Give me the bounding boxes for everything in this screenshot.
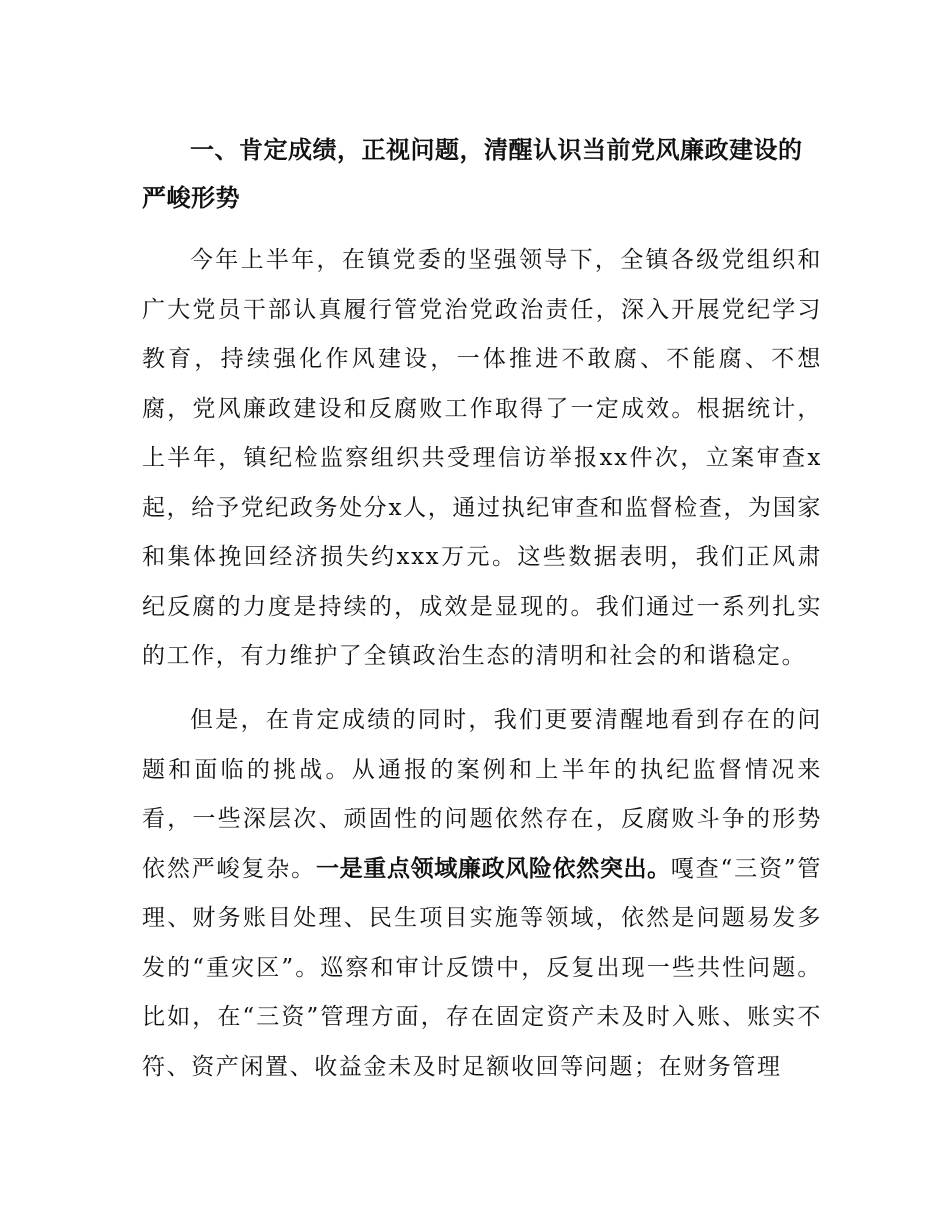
emphasis-key-risk: 一是重点领域廉政风险依然突出。	[315, 855, 671, 882]
paragraph-achievements: 今年上半年，在镇党委的坚强领导下，全镇各级党组织和广大党员干部认真履行管党治党政治责任，深入开展党纪学习教育，持续强化作风建设，一体推进不敢腐、不能腐、不想腐，党风廉政建设和反腐败工作取得了一定成效。根据统计，上半年，镇纪检监察组织共受理信访举报xx件次，立案审查x起，给予党纪政务处分x人，通过执纪审查和监督检查，为国家和集体挽回经济损失约xxx万元。这些数据表明，我们正风肃纪反腐的力度是持续的，成效是显现的。我们通过一系列扎实的工作，有力维护了全镇政治生态的清明和社会的和谐稳定。	[142, 247, 822, 669]
paragraph-problems	[142, 696, 822, 1092]
paragraph-problems-rest: 嘎查“三资”管理、财务账目处理、民生项目实施等领域，依然是问题易发多发的“重灾区”。巡察和审计反馈中，反复出现一些共性问题。比如，在“三资”管理方面，存在固定资产未及时入账、账实不符、资产闲置、收益金未及时足额收回等问题；在财务管理	[142, 855, 823, 1080]
section-heading: 一、肯定成绩，正视问题，清醒认识当前党风廉政建设的严峻形势	[142, 136, 803, 212]
paragraph-problems-intro: 但是，在肯定成绩的同时，我们更要清醒地看到存在的问题和面临的挑战。从通报的案例和上半年的执纪监督情况来看，一些深层次、顽固性的问题依然存在，反腐败斗争的形势依然严峻复杂。	[142, 707, 822, 882]
